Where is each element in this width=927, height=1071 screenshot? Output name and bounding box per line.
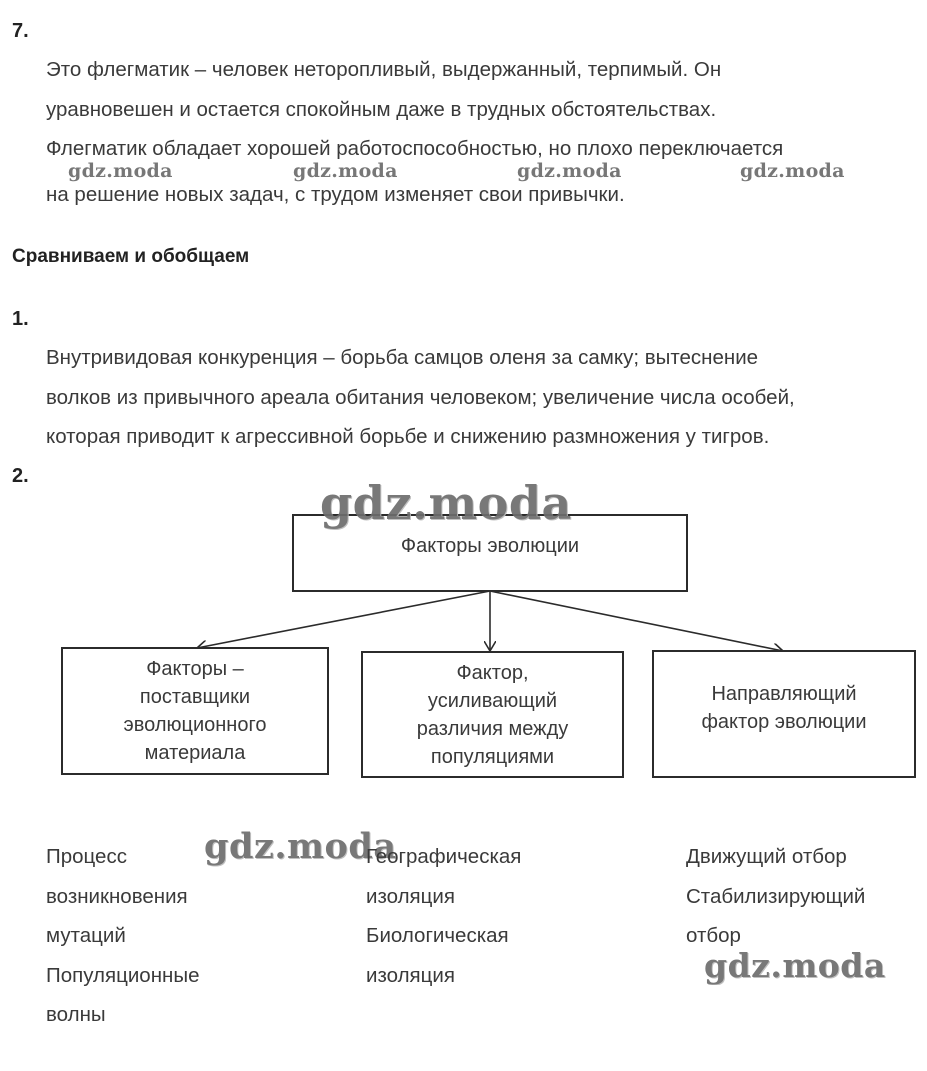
box-label: Факторы эволюции bbox=[400, 535, 580, 557]
section-number-7: 7. bbox=[12, 20, 29, 42]
list-item: Процесс bbox=[46, 845, 127, 868]
watermark: gdz.moda bbox=[320, 476, 572, 530]
arrow-to-box-1 bbox=[197, 591, 490, 648]
text-line: Это флегматик – человек неторопливый, выдержанный, терпимый. Он bbox=[46, 58, 722, 81]
list-item: изоляция bbox=[366, 884, 455, 908]
factor-box-population-differences bbox=[361, 651, 624, 778]
box-line: материала bbox=[144, 742, 246, 764]
list-item: Биологическая bbox=[366, 924, 509, 947]
column-1 bbox=[46, 837, 199, 1035]
box-line: Фактор, bbox=[456, 661, 529, 684]
text-line: уравновешен и остается спокойным даже в трудных обстоятельствах. bbox=[46, 97, 717, 121]
section-heading: Сравниваем и обобщаем bbox=[12, 246, 250, 267]
box-line: Факторы – bbox=[146, 658, 244, 680]
watermark: gdz.moda bbox=[740, 160, 845, 182]
box-line: усиливающий bbox=[427, 689, 558, 712]
text-line: Внутривидовая конкуренция – борьба самцов оленя за самку; вытеснение bbox=[46, 346, 759, 369]
box-line: поставщики bbox=[139, 686, 251, 708]
list-item: Популяционные bbox=[46, 963, 200, 987]
list-item: возникновения bbox=[46, 884, 188, 908]
text-line: волков из привычного ареала обитания человеком; увеличение числа особей, bbox=[46, 385, 795, 409]
box-line: различия между bbox=[416, 717, 569, 740]
watermark: gdz.moda bbox=[517, 160, 622, 182]
list-item: Движущий отбор bbox=[686, 845, 847, 868]
column-2 bbox=[366, 837, 521, 995]
list-item: мутаций bbox=[46, 924, 126, 947]
list-item: изоляция bbox=[366, 963, 455, 987]
factor-box-material-suppliers bbox=[61, 647, 329, 775]
arrow-to-box-3 bbox=[490, 591, 783, 651]
list-item: Географическая bbox=[366, 845, 522, 868]
box-line: фактор эволюции bbox=[701, 711, 867, 733]
task-number-2: 2. bbox=[12, 465, 29, 487]
list-item: Стабилизирующий bbox=[686, 884, 866, 908]
list-item: волны bbox=[46, 1003, 106, 1026]
text-line: которая приводит к агрессивной борьбе и снижению размножения у тигров. bbox=[46, 425, 770, 448]
box-line: популяциями bbox=[430, 745, 555, 768]
box-line: Направляющий bbox=[711, 683, 857, 705]
task-number-1: 1. bbox=[12, 308, 29, 330]
watermark: gdz.moda bbox=[204, 826, 397, 867]
text-line: Флегматик обладает хорошей работоспособностью, но плохо переключается bbox=[46, 137, 784, 160]
watermark: gdz.moda bbox=[68, 160, 173, 182]
watermark: gdz.moda bbox=[293, 160, 398, 182]
factor-box-directing-factor bbox=[652, 650, 916, 778]
box-line: эволюционного bbox=[123, 714, 267, 736]
text-line: на решение новых задач, с трудом изменяет свои привычки. bbox=[46, 182, 625, 206]
list-item: отбор bbox=[686, 924, 741, 947]
column-3 bbox=[686, 837, 865, 956]
watermark: gdz.moda bbox=[704, 946, 886, 985]
